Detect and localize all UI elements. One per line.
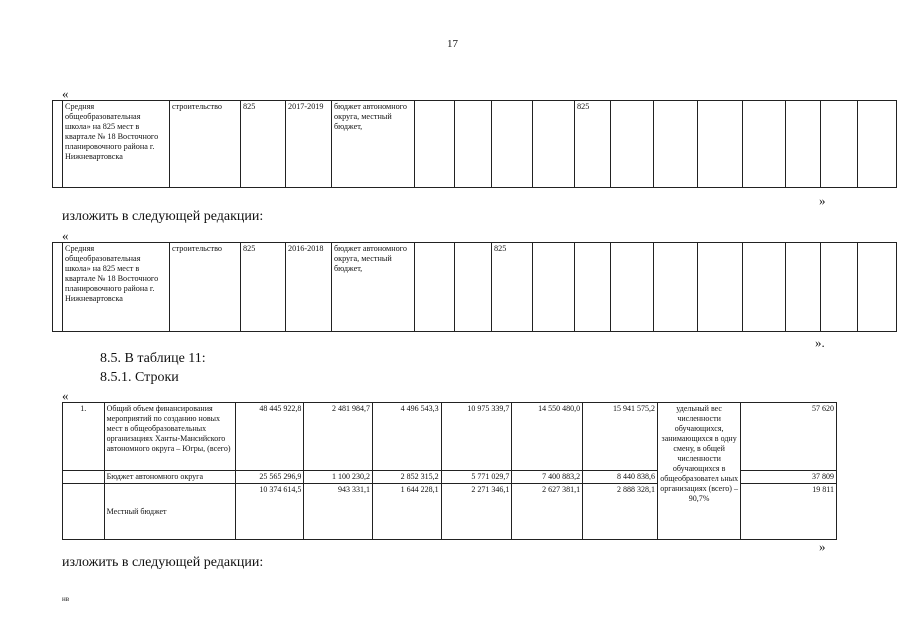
project-name-cell: Средняя общеобразовательная школа» на 825 мест в квартале № 18 Восточного планировочного района г. Нижневартовска (63, 101, 170, 188)
value-cell: 10 975 339,7 (441, 403, 512, 471)
value-cell: 2 481 984,7 (304, 403, 373, 471)
work-type-cell: строительство (170, 243, 241, 332)
close-quote: » (819, 539, 826, 554)
indicator-cell: удельный вес численности обучающихся, занимающихся в одну смену, в общей численности обучающихся в общеобразовател ьных организациях (всего) – 90,7% (658, 403, 741, 540)
value-cell: 8 440 838,6 (583, 471, 658, 484)
replace-text-2: изложить в следующей редакции: (62, 555, 264, 570)
open-quote: « (62, 388, 69, 403)
capacity-cell: 825 (241, 243, 286, 332)
years-cell: 2017-2019 (286, 101, 332, 188)
open-quote: « (62, 86, 69, 101)
target-cell: 19 811 (741, 484, 837, 540)
table-new-row (52, 242, 897, 332)
table-old-row (52, 100, 897, 188)
value-cell: 2 271 346,1 (441, 484, 512, 540)
value-cell: 943 331,1 (304, 484, 373, 540)
section-8-5-1: 8.5.1. Строки (100, 370, 179, 385)
replace-text-1: изложить в следующей редакции: (62, 209, 264, 224)
footer-note: нв (62, 595, 70, 603)
value-cell: 2 888 328,1 (583, 484, 658, 540)
close-quote: » (819, 193, 826, 208)
value-cell: 2 627 381,1 (512, 484, 583, 540)
years-cell: 2016-2018 (286, 243, 332, 332)
value-cell: 14 550 480,0 (512, 403, 583, 471)
page-number: 17 (447, 38, 458, 50)
value-cell: 4 496 543,3 (373, 403, 442, 471)
target-cell: 37 809 (741, 471, 837, 484)
value-cell: 7 400 883,2 (512, 471, 583, 484)
table-row (53, 243, 897, 332)
value-cell: 825 (492, 243, 533, 332)
project-name-cell: Средняя общеобразовательная школа» на 825 мест в квартале № 18 Восточного планировочного района г. Нижневартовска (63, 243, 170, 332)
value-cell: 15 941 575,2 (583, 403, 658, 471)
row-label: Местный бюджет (104, 484, 235, 540)
open-quote: « (62, 228, 69, 243)
capacity-cell: 825 (241, 101, 286, 188)
table-row (53, 101, 897, 188)
table-11-rows (62, 402, 837, 540)
value-cell: 5 771 029,7 (441, 471, 512, 484)
row-label: Бюджет автономного округа (104, 471, 235, 484)
value-cell: 2 852 315,2 (373, 471, 442, 484)
value-cell: 1 100 230,2 (304, 471, 373, 484)
section-8-5: 8.5. В таблице 11: (100, 351, 206, 366)
value-cell: 825 (575, 101, 611, 188)
source-cell: бюджет автономного округа, местный бюджет, (332, 243, 415, 332)
table-row (63, 403, 837, 471)
row-label: Общий объем финансирования мероприятий по созданию новых мест в общеобразовательных организациях Ханты-Мансийского автономного округа – Югры, (всего) (104, 403, 235, 471)
close-quote-dot: ». (815, 335, 825, 350)
value-cell: 10 374 614,5 (235, 484, 304, 540)
value-cell: 1 644 228,1 (373, 484, 442, 540)
row-number: 1. (63, 403, 105, 471)
work-type-cell: строительство (170, 101, 241, 188)
source-cell: бюджет автономного округа, местный бюджет, (332, 101, 415, 188)
value-cell: 48 445 922,8 (235, 403, 304, 471)
target-cell: 57 620 (741, 403, 837, 471)
value-cell: 25 565 296,9 (235, 471, 304, 484)
